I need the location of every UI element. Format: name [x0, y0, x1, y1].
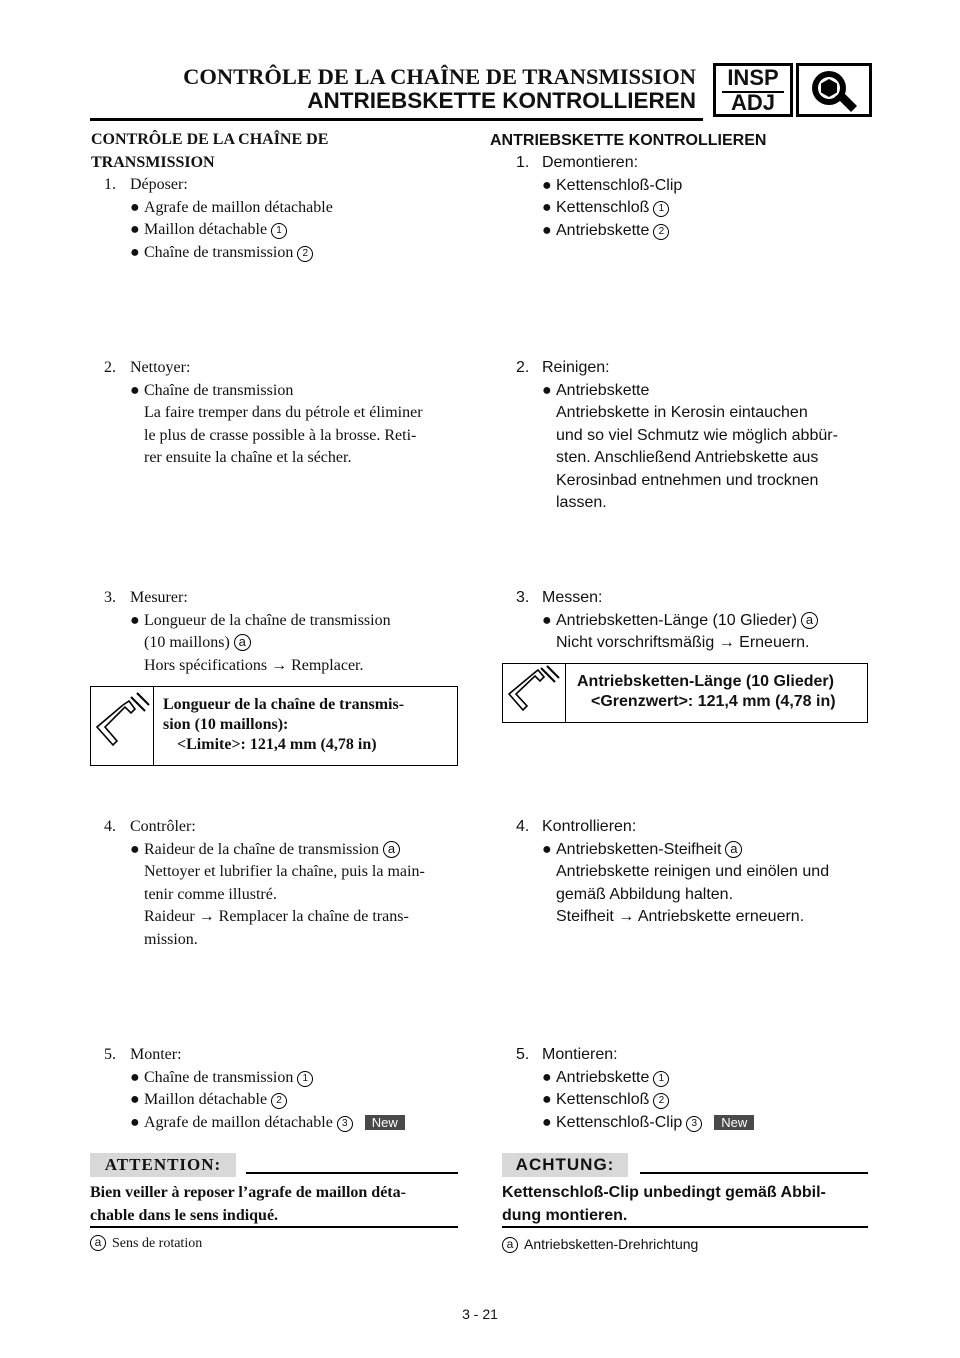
fr-step-4: 4. Contrôler: ● Raideur de la chaîne de transmission a Nettoyer et lubrifier la chaîne, puis la main- tenir comme illustré. Raideur → Remplacer la chaîne de trans- mission. — [104, 816, 460, 951]
ref-marker: 1 — [297, 1071, 313, 1087]
wrench-in-circle-icon — [796, 63, 872, 117]
list-item: ● Kettenschloß-Clip 3 New — [516, 1112, 754, 1135]
page-title-de: ANTRIEBSKETTE KONTROLLIEREN — [307, 88, 696, 113]
ref-marker: 2 — [297, 246, 313, 262]
step-description: Antriebskette in Kerosin eintauchen und so viel Schmutz wie möglich abbür- sten. Anschließend Antriebskette aus Kerosinbad entnehmen und trocknen lassen. — [556, 404, 838, 511]
fr-step-3: 3. Mesurer: ● Longueur de la chaîne de transmission (10 maillons) a Hors spécifications → Remplacer. — [104, 589, 391, 674]
list-item: ● Antriebskette 2 — [516, 220, 682, 243]
page-title-fr: CONTRÔLE DE LA CHAÎNE DE TRANSMISSION — [183, 64, 696, 89]
ref-marker: a — [90, 1235, 106, 1251]
ref-marker: 1 — [271, 223, 287, 239]
ref-marker: a — [234, 634, 251, 651]
spec-box-de: Antriebsketten-Länge (10 Glieder) <Grenzwert>: 121,4 mm (4,78 in) — [502, 663, 868, 723]
de-step-3: 3. Messen: ● Antriebsketten-Länge (10 Glieder) a Nicht vorschriftsmäßig → Erneuern. — [516, 587, 818, 655]
de-step-5: 5. Montieren: ● Antriebskette 1 ● Kettenschloß 2 ● Kettenschloß-Clip 3 New — [516, 1044, 754, 1134]
ref-marker: 1 — [653, 1071, 669, 1087]
attention-text-fr: Bien veiller à reposer l’agrafe de maillon déta- chable dans le sens indiqué. — [90, 1184, 406, 1224]
fr-step-1: 1. Déposer: ● Agrafe de maillon détachable ● Maillon détachable 1 ● Chaîne de transmission 2 — [104, 174, 333, 264]
attention-text-de: Kettenschloß-Clip unbedingt gemäß Abbil- dung montieren. — [502, 1184, 826, 1224]
de-step-4: 4. Kontrollieren: ● Antriebsketten-Steifheit a Antriebskette reinigen und einölen und gemäß Abbildung halten. Steifheit → Antriebskette erneuern. — [516, 816, 868, 929]
ref-marker: 3 — [337, 1116, 353, 1132]
list-item: ● Chaîne de transmission 1 — [104, 1067, 405, 1090]
list-item: ● Antriebskette 1 — [516, 1067, 754, 1090]
list-item: ● Maillon détachable 2 — [104, 1089, 405, 1112]
de-step-1: 1. Demontieren: ● Kettenschloß-Clip ● Kettenschloß 1 ● Antriebskette 2 — [516, 152, 682, 242]
ref-marker: a — [725, 841, 742, 858]
footnote-fr: a Sens de rotation — [90, 1235, 202, 1253]
ref-marker: a — [801, 612, 818, 629]
list-item: ● Agrafe de maillon détachable 3 New — [104, 1112, 405, 1135]
caliper-icon — [91, 687, 154, 765]
attention-rule — [640, 1172, 868, 1174]
ref-marker: a — [383, 841, 400, 858]
new-badge: New — [714, 1115, 754, 1130]
caliper-icon — [503, 664, 566, 722]
list-item: ● Kettenschloß 1 — [516, 197, 682, 220]
de-step-2: 2. Reinigen: ● Antriebskette Antriebskette in Kerosin eintauchen und so viel Schmutz wie möglich abbür- sten. Anschließend Antriebskette aus Kerosinbad entnehmen und trocknen lassen. — [516, 357, 868, 515]
step-description: Antriebskette reinigen und einölen und gemäß Abbildung halten. Steifheit → Antriebskette erneuern. — [556, 863, 830, 925]
header-rule — [90, 118, 703, 121]
ref-marker: 2 — [271, 1093, 287, 1109]
footnote-de: a Antriebsketten-Drehrichtung — [502, 1235, 698, 1253]
list-item: ● Raideur de la chaîne de transmission a — [104, 839, 460, 862]
list-item: ● Antriebsketten-Steifheit a — [516, 839, 868, 862]
list-item: ● Longueur de la chaîne de transmission — [130, 611, 391, 629]
attention-rule — [246, 1172, 458, 1174]
footnote-rule — [90, 1226, 458, 1228]
list-item: ● Chaîne de transmission — [130, 381, 294, 399]
section-heading-de: ANTRIEBSKETTE KONTROLLIEREN — [490, 132, 767, 149]
attention-label-de: ACHTUNG: — [502, 1153, 628, 1177]
badge-adj-text: ADJ — [730, 90, 775, 115]
ref-marker: 1 — [653, 201, 669, 217]
list-item: ● Maillon détachable 1 — [104, 219, 333, 242]
badge-insp-text: INSP — [727, 65, 779, 90]
new-badge: New — [365, 1115, 405, 1130]
list-item: ● Chaîne de transmission 2 — [104, 242, 333, 265]
list-item: ● Agrafe de maillon détachable — [130, 198, 333, 216]
insp-adj-badge — [713, 63, 793, 117]
ref-marker: 2 — [653, 1093, 669, 1109]
list-item: ● Kettenschloß 2 — [516, 1089, 754, 1112]
step-description: La faire tremper dans du pétrole et éliminer le plus de crasse possible à la brosse. Reti- rer ensuite la chaîne et la sécher. — [144, 404, 423, 466]
list-item: ● Antriebskette — [542, 381, 650, 399]
list-item: ● Kettenschloß-Clip — [542, 176, 683, 194]
fr-step-5: 5. Monter: ● Chaîne de transmission 1 ● Maillon détachable 2 ● Agrafe de maillon détachable 3 New — [104, 1044, 405, 1134]
ref-marker: a — [502, 1237, 518, 1253]
list-item: ● Antriebsketten-Länge (10 Glieder) a — [516, 610, 818, 633]
step-description: Nettoyer et lubrifier la chaîne, puis la main- tenir comme illustré. Raideur → Remplacer la chaîne de trans- mission. — [144, 863, 425, 948]
spec-box-fr: Longueur de la chaîne de transmis- sion (10 maillons): <Limite>: 121,4 mm (4,78 in) — [90, 686, 458, 766]
section-heading-fr: CONTRÔLE DE LA CHAÎNE DE TRANSMISSION — [91, 131, 329, 171]
ref-marker: 3 — [686, 1116, 702, 1132]
page-number: 3 - 21 — [462, 1306, 498, 1322]
footnote-rule — [502, 1226, 868, 1228]
fr-step-2: 2. Nettoyer: ● Chaîne de transmission La faire tremper dans du pétrole et éliminer le plus de crasse possible à la brosse. Reti- rer ensuite la chaîne et la sécher. — [104, 357, 460, 470]
ref-marker: 2 — [653, 224, 669, 240]
attention-label-fr: ATTENTION: — [90, 1153, 236, 1177]
